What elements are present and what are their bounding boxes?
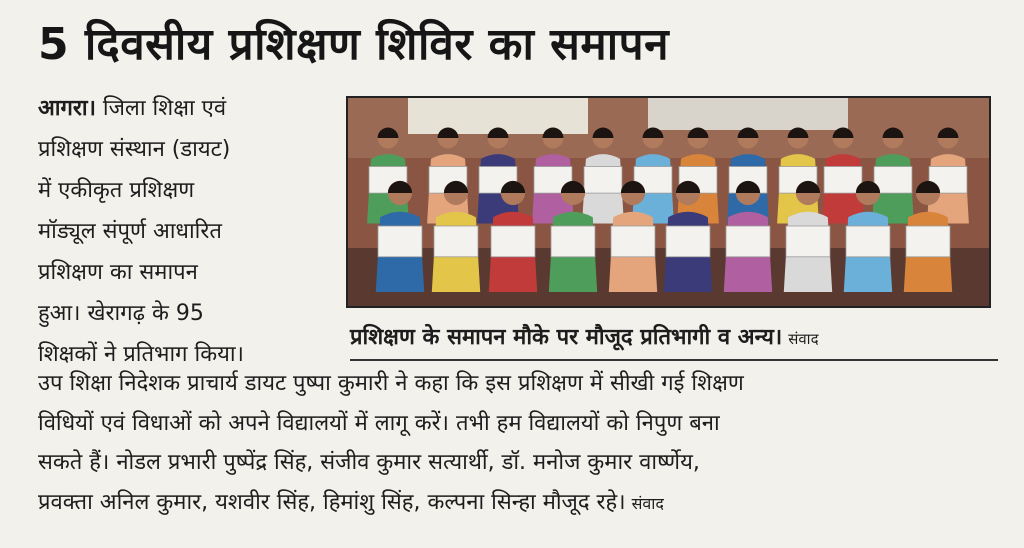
certificate [584, 167, 622, 194]
certificate [726, 226, 770, 257]
certificate [434, 226, 478, 257]
body-credit: संवाद [631, 493, 664, 513]
article-body [38, 364, 1003, 522]
intro-line: में एकीकृत प्रशिक्षण [38, 178, 195, 203]
certificate [491, 226, 535, 257]
intro-line: शिक्षकों ने प्रतिभाग किया। [38, 342, 244, 367]
body-line [38, 483, 1003, 523]
headline: 5 दिवसीय प्रशिक्षण शिविर का समापन [38, 19, 670, 70]
intro-text: जिला शिक्षा एवं [102, 96, 227, 121]
caption-text: प्रशिक्षण के समापन मौके पर मौजूद प्रतिभागी व अन्य। [350, 325, 783, 350]
certificate [551, 226, 595, 257]
intro-line: हुआ। खेरागढ़ के 95 [38, 301, 204, 326]
certificate [846, 226, 890, 257]
certificate [906, 226, 950, 257]
body-line: विधियों एवं विधाओं को अपने विद्यालयों में लागू करें। तभी हम विद्यालयों को निपुण बना [38, 410, 720, 436]
group-photo [346, 96, 991, 308]
body-line: उप शिक्षा निदेशक प्राचार्य डायट पुष्पा कुमारी ने कहा कि इस प्रशिक्षण में सीखी गई शिक्षण [38, 371, 744, 396]
intro-line [38, 88, 338, 129]
certificate [874, 167, 912, 194]
photo-caption [350, 318, 998, 361]
certificate [378, 226, 422, 257]
body-line: सकते हैं। नोडल प्रभारी पुष्पेंद्र सिंह, संजीव कुमार सत्यार्थी, डॉ. मनोज कुमार वार्ष्णेय, [38, 450, 700, 475]
dateline-place: आगरा। [38, 96, 96, 121]
intro-line: मॉड्यूल संपूर्ण आधारित [38, 219, 222, 244]
certificate [666, 226, 710, 257]
certificate [786, 226, 830, 257]
certificate [611, 226, 655, 257]
intro-line: प्रशिक्षण संस्थान (डायट) [38, 137, 231, 162]
certificate [824, 167, 862, 194]
body-text: प्रवक्ता अनिल कुमार, यशवीर सिंह, हिमांशु सिंह, कल्पना सिन्हा मौजूद रहे। [38, 489, 626, 515]
intro-column [38, 88, 338, 375]
intro-line: प्रशिक्षण का समापन [38, 260, 198, 285]
caption-credit: संवाद [788, 330, 819, 348]
